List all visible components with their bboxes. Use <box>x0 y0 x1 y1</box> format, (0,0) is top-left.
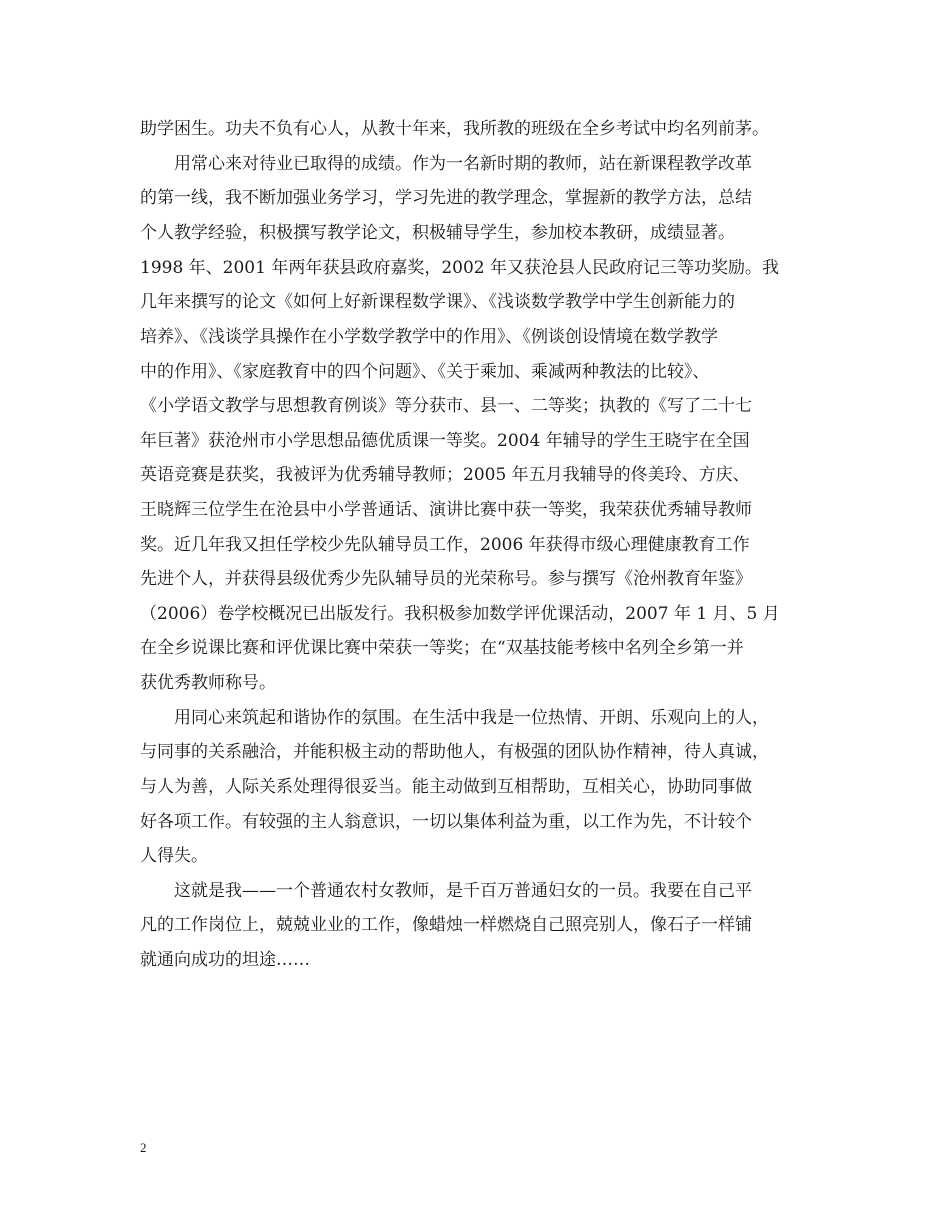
page-number: 2 <box>140 1140 147 1155</box>
paragraph-start: 这就是我——一个普通农村女教师，是千百万普通妇女的一员。我要在自己平 <box>174 881 752 901</box>
text-line: 培养》、《浅谈学具操作在小学数学教学中的作用》、《例谈创设情境在数学教学 <box>140 327 718 347</box>
text-line: 年巨著》获沧州市小学思想品德优质课一等奖。2004 年辅导的学生王晓宇在全国 <box>140 431 750 451</box>
text-line: 王晓辉三位学生在沧县中小学普通话、演讲比赛中获一等奖，我荣获优秀辅导教师 <box>140 500 752 520</box>
text-line: 助学困生。功夫不负有心人，从教十年来，我所教的班级在全乡考试中均名列前茅。 <box>140 119 769 139</box>
text-line: 1998 年、2001 年两年获县政府嘉奖，2002 年又获沧县人民政府记三等功奖励。我 <box>140 258 780 278</box>
paragraph-start: 用常心来对待业已取得的成绩。作为一名新时期的教师，站在新课程教学改革 <box>174 154 752 174</box>
text-line: 《小学语文教学与思想教育例谈》等分获市、县一、二等奖；执教的《写了二十七 <box>140 396 752 416</box>
text-line: 的第一线，我不断加强业务学习，学习先进的教学理念，掌握新的教学方法，总结 <box>140 188 752 208</box>
text-line: 几年来撰写的论文《如何上好新课程数学课》、《浅谈数学教学中学生创新能力的 <box>140 292 735 312</box>
text-line: 个人教学经验，积极撰写教学论文，积极辅导学生，参加校本教研，成绩显著。 <box>140 223 735 243</box>
text-line: 好各项工作。有较强的主人翁意识，一切以集体利益为重，以工作为先，不计较个 <box>140 812 752 832</box>
text-line: 凡的工作岗位上，兢兢业业的工作，像蜡烛一样燃烧自己照亮别人，像石子一样铺 <box>140 915 752 935</box>
text-line: （2006）卷学校概况已出版发行。我积极参加数学评优课活动，2007 年 1 月、5 月 <box>140 604 780 624</box>
text-line: 就通向成功的坦途…… <box>140 950 310 970</box>
text-line: 与同事的关系融洽，并能积极主动的帮助他人，有极强的团队协作精神，待人真诚， <box>140 742 769 762</box>
text-line: 与人为善，人际关系处理得很妥当。能主动做到互相帮助，互相关心，协助同事做 <box>140 777 752 797</box>
text-line: 人得失。 <box>140 846 208 866</box>
text-line: 获优秀教师称号。 <box>140 673 276 693</box>
text-line: 奖。近几年我又担任学校少先队辅导员工作，2006 年获得市级心理健康教育工作 <box>140 535 750 555</box>
text-line: 英语竞赛是获奖，我被评为优秀辅导教师；2005 年五月我辅导的佟美玲、方庆、 <box>140 465 750 485</box>
text-line: 先进个人，并获得县级优秀少先队辅导员的光荣称号。参与撰写《沧州教育年鉴》 <box>140 569 752 589</box>
text-line: 中的作用》、《家庭教育中的四个问题》、《关于乘加、乘减两种教法的比较》、 <box>140 362 710 382</box>
paragraph-start: 用同心来筑起和谐协作的氛围。在生活中我是一位热情、开朗、乐观向上的人， <box>174 708 769 728</box>
text-line: 在全乡说课比赛和评优课比赛中荣获一等奖；在“双基技能考核中名列全乡第一并 <box>140 638 744 658</box>
